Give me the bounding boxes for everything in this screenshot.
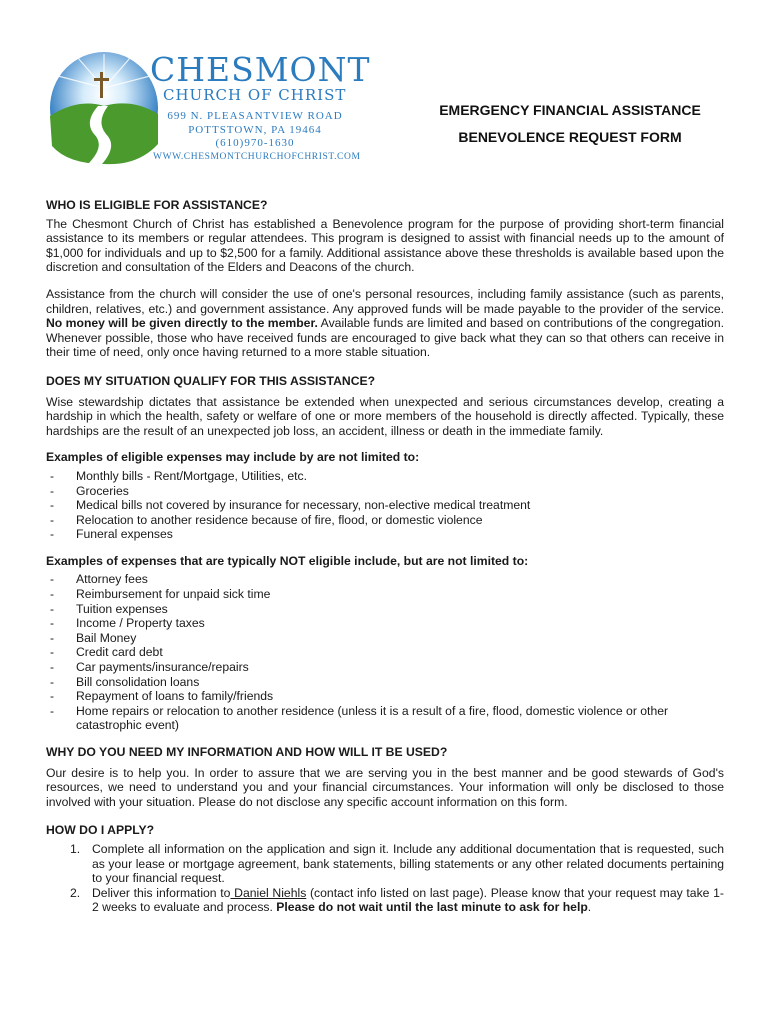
step-number: 1. (70, 841, 81, 856)
list-item: - Funeral expenses (46, 527, 724, 542)
info-heading: WHY DO YOU NEED MY INFORMATION AND HOW WILL IT BE USED? (46, 745, 448, 759)
church-address-line1: 699 N. PLEASANTVIEW ROAD (167, 110, 343, 122)
step-text: Complete all information on the application and sign it. Include any additional documentation that is requested, such as your lease or mortgage agreement, bank statements, billing statements or any other related documents pertaining to your financial request. (92, 841, 724, 886)
list-item: - Income / Property taxes (46, 616, 724, 631)
eligible-examples-heading: Examples of eligible expenses may include by are not limited to: (46, 450, 420, 465)
step-number: 2. (70, 885, 81, 900)
list-item: - Home repairs or relocation to another residence (unless it is a result of a fire, flood, domestic violence or other catastrophic event) (46, 704, 724, 733)
church-subtitle: CHURCH OF CHRIST (163, 86, 347, 104)
list-item: - Tuition expenses (46, 602, 724, 617)
church-logo-icon (48, 48, 160, 166)
eligible-paragraph-2 (46, 287, 724, 360)
list-item: - Attorney fees (46, 572, 724, 587)
list-item: - Reimbursement for unpaid sick time (46, 587, 724, 602)
step-text-end: . (587, 900, 592, 915)
eligible-p2-text-a: Assistance from the church will consider the use of one's personal resources, including family assistance (such as parents, children, relatives, etc.) and government assistance. Any approved funds will be made payable to the provider of the service. (46, 286, 724, 316)
list-item: - Car payments/insurance/repairs (46, 660, 724, 675)
church-name: CHESMONT (150, 50, 371, 89)
eligible-p2-bold: No money will be given directly to the member. (46, 316, 318, 331)
list-item: - Bail Money (46, 631, 724, 646)
not-eligible-list (46, 572, 724, 733)
apply-step-2 (46, 886, 724, 915)
not-eligible-heading: Examples of expenses that are typically NOT eligible include, but are not limited to: (46, 553, 529, 568)
apply-steps (46, 842, 724, 915)
list-item: - Repayment of loans to family/friends (46, 689, 724, 704)
step-text-a: Deliver this information to (92, 885, 231, 900)
list-item: - Credit card debt (46, 645, 724, 660)
church-address-line2: POTTSTOWN, PA 19464 (188, 124, 322, 136)
apply-heading: HOW DO I APPLY? (46, 823, 155, 838)
form-title-line2: BENEVOLENCE REQUEST FORM (458, 129, 682, 145)
info-paragraph: Our desire is to help you. In order to assure that we are serving you in the best manner and be good stewards of God's resources, we need to understand you and your financial circumstances. Your information will only be disclosed to those involved with your situation. Please do not disclose any specific account information on this form. (46, 765, 724, 809)
form-title-line1: EMERGENCY FINANCIAL ASSISTANCE (439, 102, 701, 118)
step-text-b: (contact info listed on last page). Please know that your request may take 1-2 weeks to evaluate and process. (92, 885, 724, 915)
apply-step-1 (46, 842, 724, 886)
form-body (46, 198, 724, 915)
list-item: - Relocation to another residence because of fire, flood, or domestic violence (46, 513, 724, 528)
church-phone: (610)970-1630 (215, 137, 295, 149)
qualify-heading: DOES MY SITUATION QUALIFY FOR THIS ASSISTANCE? (46, 373, 376, 388)
eligible-heading: WHO IS ELIGIBLE FOR ASSISTANCE? (46, 198, 268, 212)
qualify-paragraph: Wise stewardship dictates that assistance be extended when unexpected and serious circumstances develop, creating a hardship in which the health, safety or welfare of one or more members of the household is directly affected. Typically, these hardships are the result of an unexpected job loss, an accident, illness or death in the immediate family. (46, 394, 724, 438)
list-item: - Bill consolidation loans (46, 675, 724, 690)
list-item: - Groceries (46, 484, 724, 499)
eligible-examples-list (46, 469, 724, 542)
list-item: - Medical bills not covered by insurance for necessary, non-elective medical treatment (46, 498, 724, 513)
contact-name: Daniel Niehls (230, 885, 307, 900)
step-bold-warning: Please do not wait until the last minute to ask for help (276, 900, 588, 915)
eligible-paragraph-1: The Chesmont Church of Christ has established a Benevolence program for the purpose of providing short-term financial assistance to its members or regular attendees. This program is designed to assist with financial needs up to the amount of $1,000 for individuals and up to $2,500 for a family. Additional assistance above these thresholds is available based upon the discretion and consultation of the Elders and Deacons of the church. (46, 216, 724, 275)
eligible-p2-text-b: Available funds are limited and based on contributions of the congregation. Whenever possible, those who have received funds are encouraged to give back what they can so that others can receive in their time of need, only once having returned to a more stable situation. (46, 316, 725, 360)
church-website: WWW.CHESMONTCHURCHOFCHRIST.COM (153, 152, 361, 162)
list-item: - Monthly bills - Rent/Mortgage, Utilities, etc. (46, 469, 724, 484)
